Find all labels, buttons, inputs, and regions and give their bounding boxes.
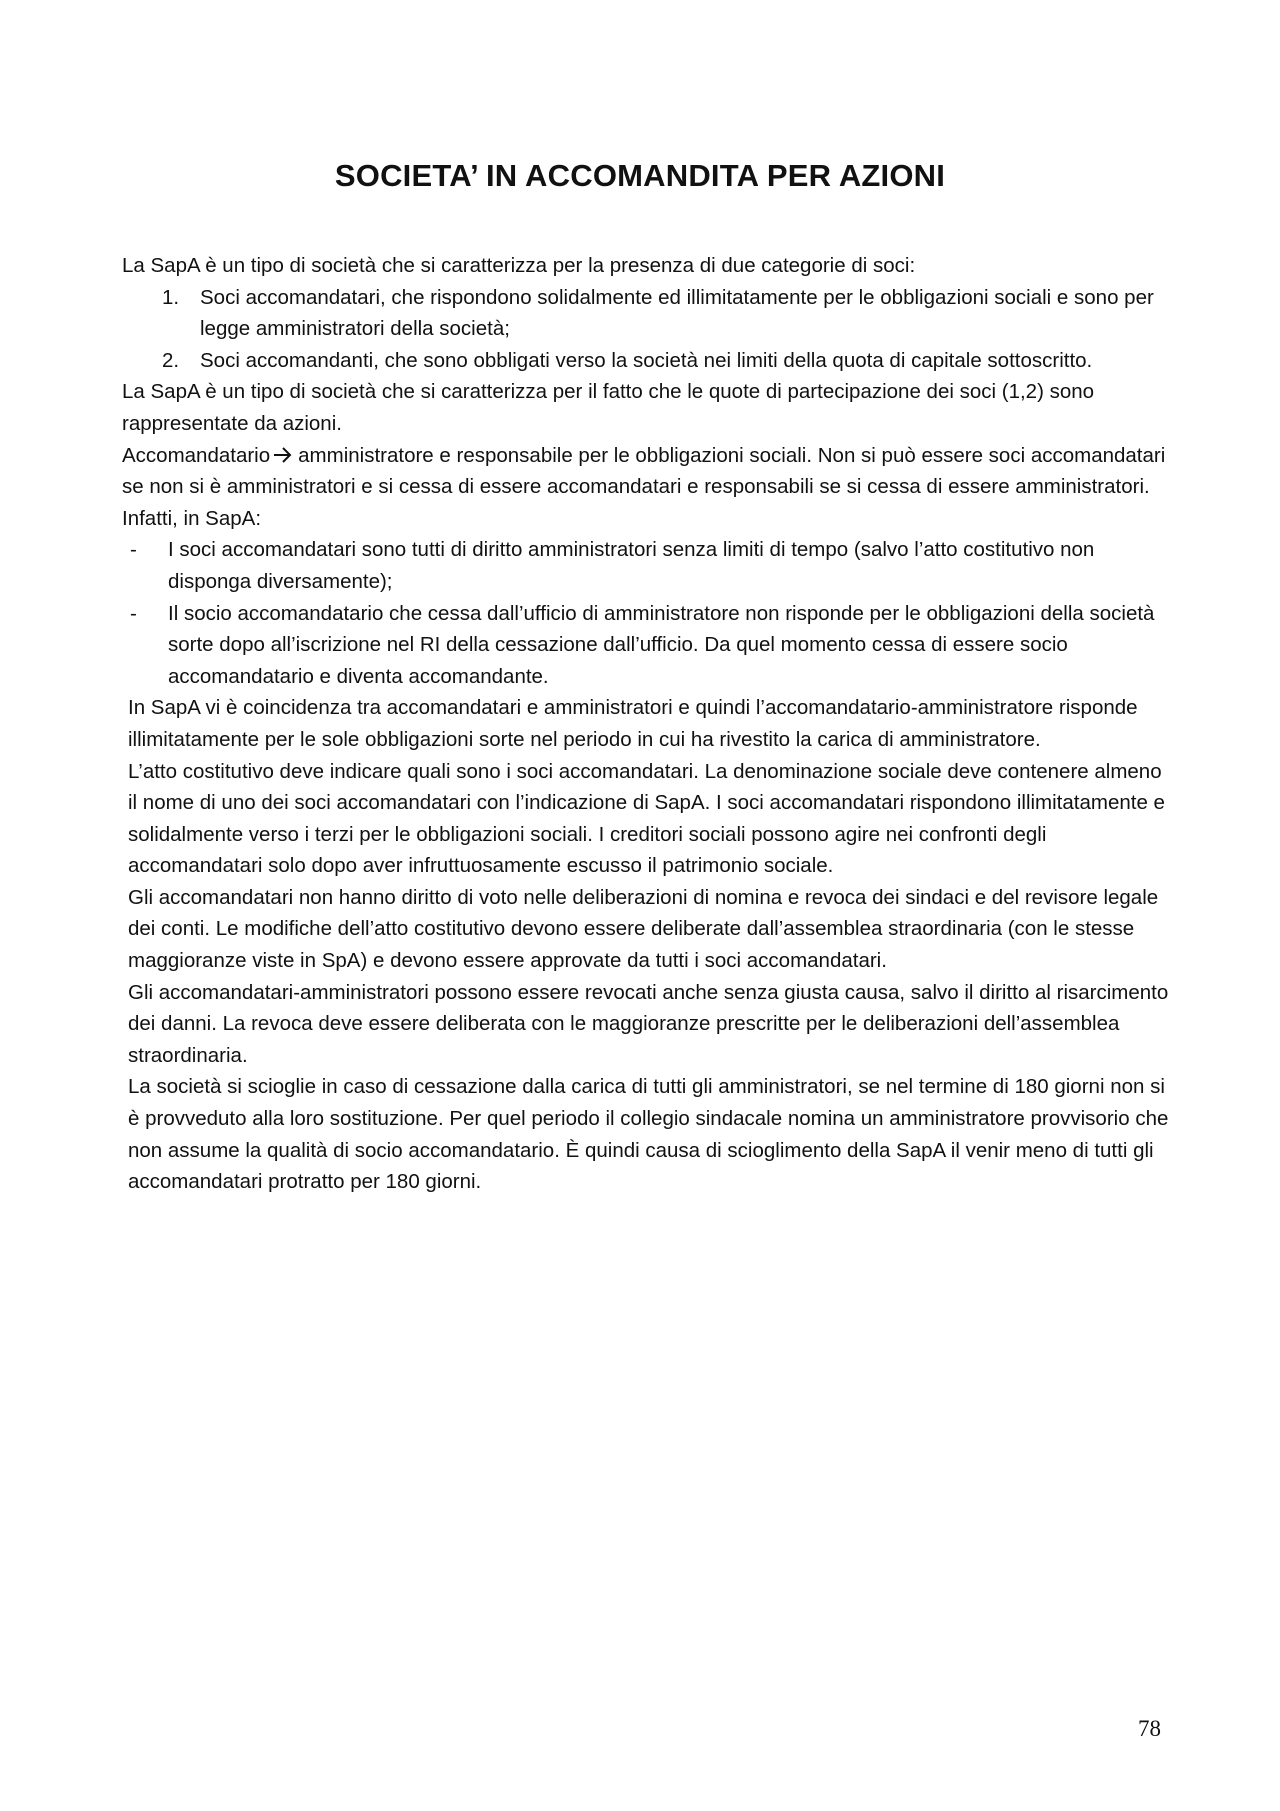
accomandatario-description: amministratore e responsabile per le obbligazioni sociali. Non si può essere soci accomandatari se non si è amministratori e si cessa di essere accomandatari e responsabili se si cessa di essere amministratori. Infatti, in SapA: xyxy=(122,443,1166,530)
list-dash: - xyxy=(130,601,137,625)
list-dash: - xyxy=(130,538,137,562)
voting-paragraph: Gli accomandatari non hanno diritto di voto nelle deliberazioni di nomina e revoca dei sindaci e del revisore legale dei conti. Le modifiche dell’atto costitutivo devono essere deliberate dall’assemblea straordinaria (con le stesse maggioranze viste in SpA) e devono essere approvate da tutti i soci accomandatari. xyxy=(128,885,1159,973)
list-item-text: I soci accomandatari sono tutti di diritto amministratori senza limiti di tempo (salvo l’atto costitutivo non disponga diversamente); xyxy=(168,538,1095,593)
right-arrow-icon xyxy=(272,446,294,464)
atto-costitutivo-paragraph: L’atto costitutivo deve indicare quali sono i soci accomandatari. La denominazione sociale deve contenere almeno il nome di uno dei soci accomandatari con l’indicazione di SapA. I soci accomandatari rispondono illimitatamente e solidalmente verso i terzi per le obbligazioni sociali. I creditori sociali possono agire nei confronti degli accomandatari solo dopo aver infruttuosamente escusso il patrimonio sociale. xyxy=(128,759,1165,878)
page-title: SOCIETA’ IN ACCOMANDITA PER AZIONI xyxy=(334,158,946,193)
dissolution-paragraph: La società si scioglie in caso di cessazione dalla carica di tutti gli amministratori, se nel termine di 180 giorni non si è provveduto alla loro sostituzione. Per quel periodo il collegio sindacale nomina un amministratore provvisorio che non assume la qualità di socio accomandatario. È quindi causa di scioglimento della SapA il venir meno di tutti gli accomandatari protratto per 180 giorni. xyxy=(128,1075,1169,1194)
sapa-rules-list xyxy=(122,534,1172,692)
intro-paragraph: La SapA è un tipo di società che si caratterizza per la presenza di due categorie di soci: xyxy=(122,254,916,277)
list-item-text: Soci accomandatari, che rispondono solidalmente ed illimitatamente per le obbligazioni sociali e sono per legge amministratori della società; xyxy=(200,285,1154,341)
document-body xyxy=(122,250,1172,1198)
list-item xyxy=(122,598,1172,693)
list-item xyxy=(122,534,1172,597)
list-number: 1. xyxy=(162,285,180,309)
page-number: 78 xyxy=(1138,1716,1161,1741)
partner-categories-list xyxy=(122,282,1172,377)
list-item-text: Soci accomandanti, che sono obbligati verso la società nei limiti della quota di capitale sottoscritto. xyxy=(200,348,1093,372)
list-number: 2. xyxy=(162,348,180,372)
accomandatario-term: Accomandatario xyxy=(122,443,271,467)
list-item xyxy=(122,345,1172,377)
list-item-text: Il socio accomandatario che cessa dall’ufficio di amministratore non risponde per le obbligazioni della società sorte dopo all’iscrizione nel RI della cessazione dall’ufficio. Da quel momento cessa di essere socio accomandatario e diventa accomandante. xyxy=(168,601,1155,688)
list-item xyxy=(122,282,1172,345)
shares-paragraph: La SapA è un tipo di società che si caratterizza per il fatto che le quote di partecipazione dei soci (1,2) sono rappresentate da azioni. xyxy=(122,380,1095,435)
accomandatario-paragraph xyxy=(122,440,1172,535)
revocation-paragraph: Gli accomandatari-amministratori possono essere revocati anche senza giusta causa, salvo il diritto al risarcimento dei danni. La revoca deve essere deliberata con le maggioranze prescritte per le deliberazioni dell’assemblea straordinaria. xyxy=(128,980,1169,1067)
coincidence-paragraph: In SapA vi è coincidenza tra accomandatari e amministratori e quindi l’accomandatario-amministratore risponde illimitatamente per le sole obbligazioni sorte nel periodo in cui ha rivestito la carica di amministratore. xyxy=(128,696,1138,751)
